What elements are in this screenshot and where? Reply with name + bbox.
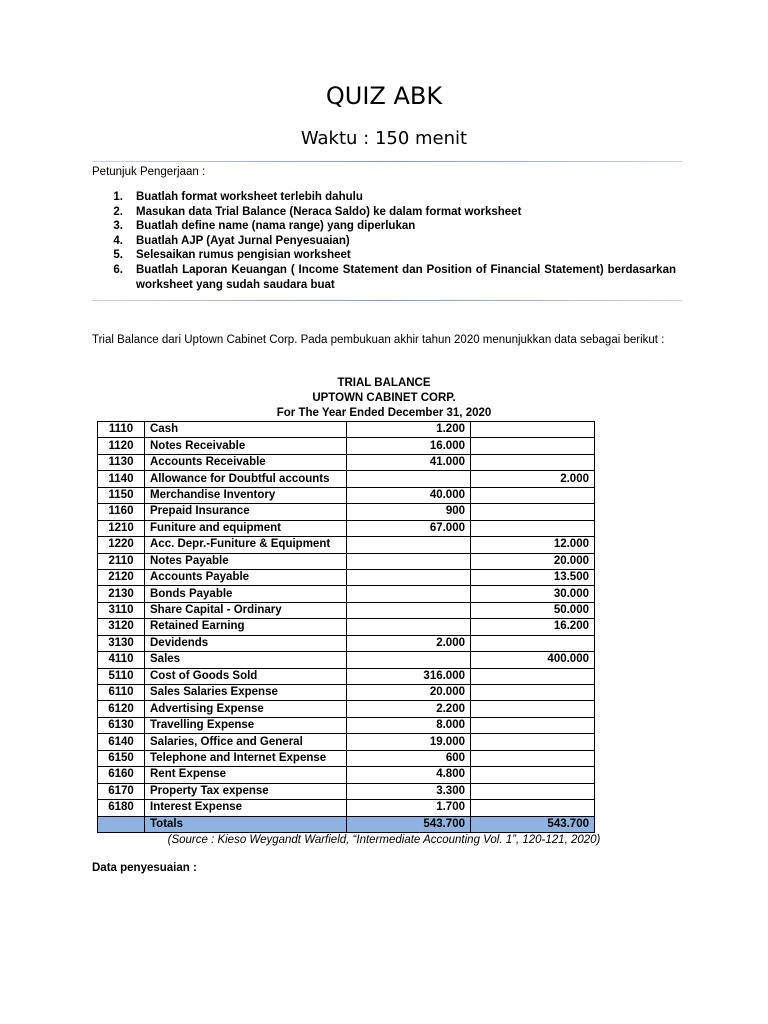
table-row (98, 586, 595, 602)
account-name: Rent Expense (145, 767, 347, 783)
account-name: Bonds Payable (145, 586, 347, 602)
totals-credit: 543.700 (471, 816, 595, 832)
account-code: 1110 (98, 422, 145, 438)
account-code: 6130 (98, 717, 145, 733)
debit-amount (347, 586, 471, 602)
instruction-text: Buatlah format worksheet terlebih dahulu (136, 191, 363, 203)
account-code: 1140 (98, 471, 145, 487)
account-code: 1130 (98, 454, 145, 470)
table-row (98, 471, 595, 487)
table-row (98, 553, 595, 569)
table-row (98, 422, 595, 438)
account-name: Sales (145, 652, 347, 668)
table-row (98, 569, 595, 585)
debit-amount: 1.200 (347, 422, 471, 438)
instruction-item (92, 190, 676, 205)
debit-amount (347, 471, 471, 487)
source-citation: (Source : Kieso Weygandt Warfield, “Intermediate Accounting Vol. 1”, 120-121, 2020) (167, 834, 601, 846)
credit-amount (471, 454, 595, 470)
credit-amount: 16.200 (471, 619, 595, 635)
account-name: Cost of Goods Sold (145, 668, 347, 684)
debit-amount: 20.000 (347, 685, 471, 701)
page-title: QUIZ ABK (325, 82, 443, 110)
account-name: Accounts Payable (145, 569, 347, 585)
instruction-number: 2. (113, 205, 123, 218)
totals-row (98, 816, 595, 832)
table-row (98, 767, 595, 783)
table-row (98, 783, 595, 799)
trial-balance-period: For The Year Ended December 31, 2020 (276, 407, 492, 419)
account-name: Notes Payable (145, 553, 347, 569)
credit-amount (471, 668, 595, 684)
account-code: 1220 (98, 537, 145, 553)
account-code: 6160 (98, 767, 145, 783)
table-row (98, 668, 595, 684)
account-code: 3110 (98, 602, 145, 618)
table-row (98, 652, 595, 668)
credit-amount: 50.000 (471, 602, 595, 618)
instruction-item (92, 234, 676, 249)
account-name: Share Capital - Ordinary (145, 602, 347, 618)
debit-amount: 16.000 (347, 438, 471, 454)
account-code: 6170 (98, 783, 145, 799)
debit-amount: 8.000 (347, 717, 471, 733)
table-row (98, 602, 595, 618)
credit-amount: 20.000 (471, 553, 595, 569)
debit-amount: 600 (347, 750, 471, 766)
debit-amount (347, 553, 471, 569)
debit-amount: 67.000 (347, 520, 471, 536)
credit-amount (471, 717, 595, 733)
account-code: 4110 (98, 652, 145, 668)
account-code: 1150 (98, 487, 145, 503)
page-subtitle: Waktu : 150 menit (300, 128, 468, 149)
account-code: 6180 (98, 800, 145, 816)
account-code: 6150 (98, 750, 145, 766)
instruction-text: Selesaikan rumus pengisian worksheet (136, 249, 351, 262)
credit-amount: 2.000 (471, 471, 595, 487)
totals-label: Totals (145, 816, 347, 832)
account-code: 6140 (98, 734, 145, 750)
debit-amount: 1.700 (347, 800, 471, 816)
divider-bottom (92, 300, 682, 301)
credit-amount (471, 750, 595, 766)
instruction-text: Masukan data Trial Balance (Neraca Saldo) ke dalam format worksheet (136, 205, 522, 218)
credit-amount: 13.500 (471, 569, 595, 585)
account-code: 5110 (98, 668, 145, 684)
account-name: Cash (145, 422, 347, 438)
credit-amount: 12.000 (471, 537, 595, 553)
account-code: 6110 (98, 685, 145, 701)
credit-amount (471, 487, 595, 503)
debit-amount (347, 602, 471, 618)
debit-amount (347, 537, 471, 553)
instruction-item (92, 219, 676, 234)
account-code: 2130 (98, 586, 145, 602)
divider-top (92, 161, 682, 162)
debit-amount: 40.000 (347, 487, 471, 503)
totals-code-cell (98, 816, 145, 832)
trial-balance-company: UPTOWN CABINET CORP. (312, 392, 456, 404)
account-name: Prepaid Insurance (145, 504, 347, 520)
account-name: Funiture and equipment (145, 520, 347, 536)
debit-amount: 2.200 (347, 701, 471, 717)
account-name: Travelling Expense (145, 717, 347, 733)
table-row (98, 438, 595, 454)
debit-amount: 316.000 (347, 668, 471, 684)
instructions-heading: Petunjuk Pengerjaan : (92, 166, 206, 178)
credit-amount (471, 422, 595, 438)
totals-debit: 543.700 (347, 816, 471, 832)
table-row (98, 537, 595, 553)
account-code: 6120 (98, 701, 145, 717)
table-row (98, 717, 595, 733)
instruction-text: Buatlah define name (nama range) yang diperlukan (136, 220, 416, 233)
account-code: 1160 (98, 504, 145, 520)
account-name: Sales Salaries Expense (145, 685, 347, 701)
instruction-item (92, 205, 676, 220)
debit-amount: 2.000 (347, 635, 471, 651)
credit-amount (471, 701, 595, 717)
account-name: Salaries, Office and General (145, 734, 347, 750)
instruction-item (92, 248, 676, 263)
debit-amount: 900 (347, 504, 471, 520)
intro-paragraph: Trial Balance dari Uptown Cabinet Corp. Pada pembukuan akhir tahun 2020 menunjukkan data sebagai berikut : (92, 334, 665, 346)
credit-amount: 400.000 (471, 652, 595, 668)
account-code: 2110 (98, 553, 145, 569)
debit-amount: 41.000 (347, 454, 471, 470)
table-row (98, 487, 595, 503)
credit-amount (471, 438, 595, 454)
account-name: Property Tax expense (145, 783, 347, 799)
account-name: Accounts Receivable (145, 454, 347, 470)
debit-amount: 4.800 (347, 767, 471, 783)
account-code: 2120 (98, 569, 145, 585)
account-name: Devidends (145, 635, 347, 651)
debit-amount (347, 619, 471, 635)
account-name: Allowance for Doubtful accounts (145, 471, 347, 487)
instruction-number: 1. (113, 191, 123, 203)
account-name: Merchandise Inventory (145, 487, 347, 503)
instruction-number: 5. (113, 249, 123, 262)
instructions-list (92, 190, 676, 292)
account-name: Retained Earning (145, 619, 347, 635)
credit-amount (471, 767, 595, 783)
credit-amount (471, 783, 595, 799)
table-row (98, 504, 595, 520)
table-row (98, 520, 595, 536)
account-name: Advertising Expense (145, 701, 347, 717)
table-row (98, 619, 595, 635)
instruction-text: Buatlah AJP (Ayat Jurnal Penyesuaian) (136, 234, 350, 247)
instruction-item (92, 263, 676, 292)
adjustments-heading: Data penyesuaian : (92, 862, 197, 874)
account-code: 3130 (98, 635, 145, 651)
table-row (98, 701, 595, 717)
trial-balance-table (97, 421, 595, 833)
instruction-number: 6. (113, 263, 123, 276)
trial-balance-title: TRIAL BALANCE (337, 377, 431, 389)
credit-amount (471, 800, 595, 816)
instruction-number: 3. (113, 220, 123, 233)
table-row (98, 685, 595, 701)
table-row (98, 635, 595, 651)
table-row (98, 750, 595, 766)
debit-amount (347, 652, 471, 668)
table-row (98, 454, 595, 470)
credit-amount (471, 504, 595, 520)
credit-amount (471, 635, 595, 651)
table-row (98, 800, 595, 816)
credit-amount: 30.000 (471, 586, 595, 602)
instruction-number: 4. (113, 234, 123, 247)
instruction-text: Buatlah Laporan Keuangan ( Income Statement dan Position of Financial Statement) berdasarkan worksheet yang sudah saudara buat (136, 263, 676, 291)
account-code: 1120 (98, 438, 145, 454)
table-row (98, 734, 595, 750)
account-name: Interest Expense (145, 800, 347, 816)
account-code: 1210 (98, 520, 145, 536)
debit-amount: 19.000 (347, 734, 471, 750)
account-name: Acc. Depr.-Funiture & Equipment (145, 537, 347, 553)
account-name: Notes Receivable (145, 438, 347, 454)
debit-amount: 3.300 (347, 783, 471, 799)
account-code: 3120 (98, 619, 145, 635)
credit-amount (471, 685, 595, 701)
debit-amount (347, 569, 471, 585)
account-name: Telephone and Internet Expense (145, 750, 347, 766)
credit-amount (471, 734, 595, 750)
credit-amount (471, 520, 595, 536)
